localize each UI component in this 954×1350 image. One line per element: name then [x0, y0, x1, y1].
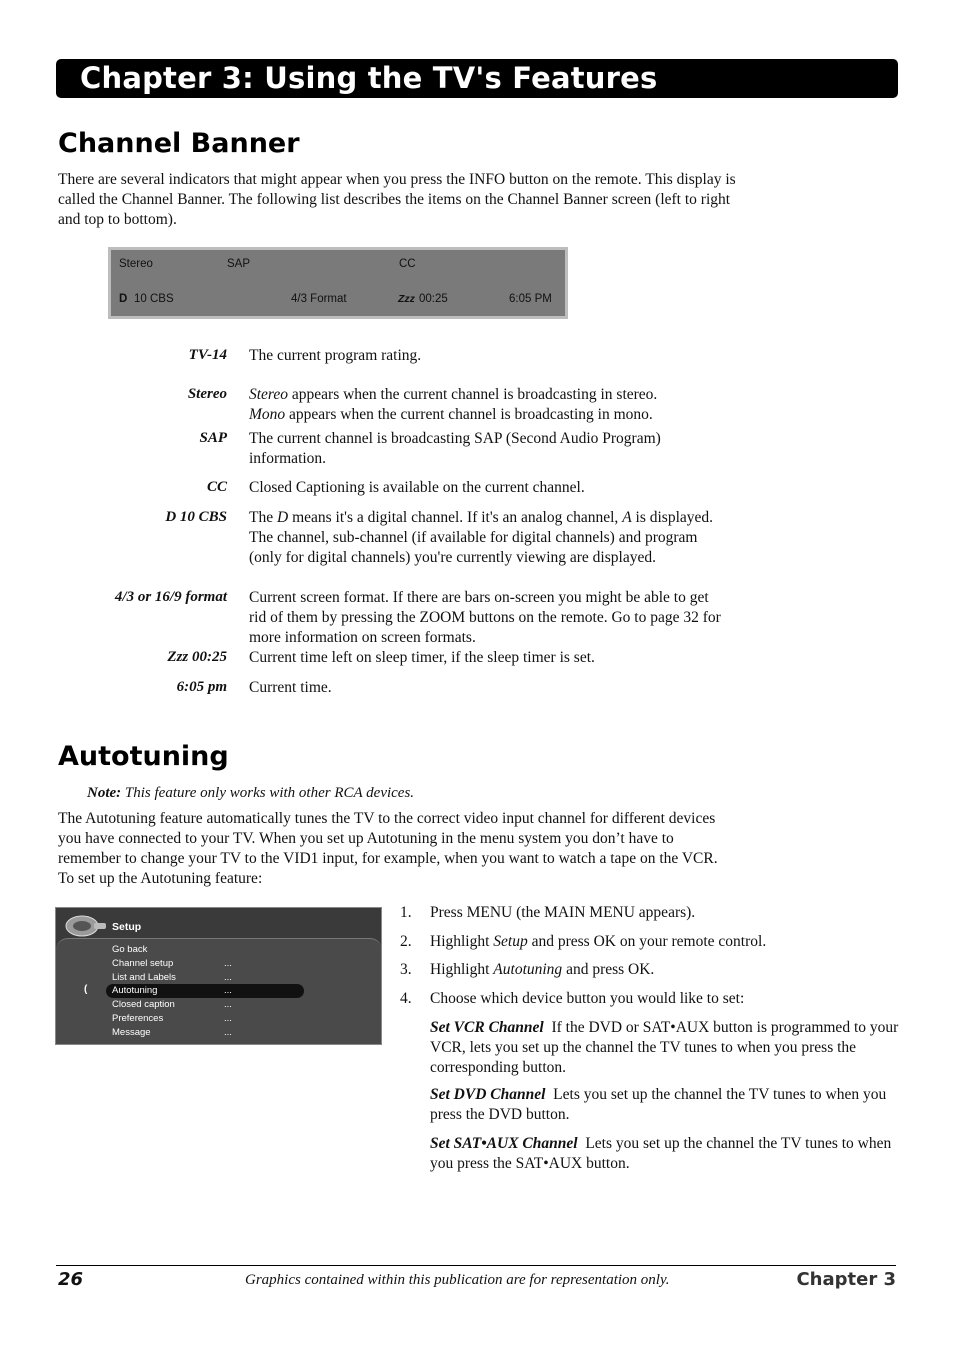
footer-divider [56, 1265, 896, 1266]
desc-time: Current time. [249, 679, 332, 696]
term-stereo: Stereo [187, 386, 227, 402]
menu-item-channel-setup[interactable]: Channel setup [112, 958, 174, 969]
term-sap: SAP [199, 430, 227, 446]
step-number: 4. [400, 989, 412, 1007]
step-emphasis: Setup [493, 932, 528, 950]
step-text: Highlight [430, 961, 494, 978]
desc-channel [249, 508, 719, 568]
autotuning-intro: The Autotuning feature automatically tunes the TV to the correct video input channel for different devices you have connected to your TV. When you set up Autotuning in the menu system you don’t have to remember to change your TV to the VID1 input, for example, when you want to watch a tape on the VCR. To set up the Autotuning feature: [58, 810, 718, 887]
option-label: Set DVD Channel [430, 1086, 546, 1103]
step-text: and press OK. [562, 961, 655, 978]
channel-banner-heading: Channel Banner [58, 128, 300, 159]
step-text: Choose which device button you would like to set: [430, 989, 745, 1007]
option-sat-aux [430, 1134, 900, 1174]
desc-channel-em2: A [622, 509, 632, 526]
desc-channel-a: The [249, 509, 277, 526]
desc-sap: The current channel is broadcasting SAP (Second Audio Program) information. [249, 430, 661, 467]
autotuning-note [87, 783, 767, 803]
option-label: Set VCR Channel [430, 1019, 544, 1036]
channel-banner-intro: There are several indicators that might appear when you press the INFO button on the remote. This display is called the Channel Banner. The following list describes the items on the Channel Banner screen (left to right and top to bottom). [58, 171, 736, 228]
desc-stereo-em: Stereo [249, 386, 289, 403]
option-vcr [430, 1018, 900, 1078]
step-text: and press OK on your remote control. [527, 932, 767, 950]
menu-dots: ... [224, 972, 232, 983]
step-item [400, 989, 900, 1009]
menu-item-go-back[interactable]: Go back [112, 944, 148, 955]
desc-cc: Closed Captioning is available on the current channel. [249, 479, 585, 496]
banner-sleep-icon: Zzz [398, 293, 415, 305]
term-sleep: Zzz 00:25 [167, 649, 227, 665]
term-format: 4/3 or 16/9 format [114, 589, 227, 605]
banner-cc: CC [399, 258, 416, 270]
banner-sleep-time: 00:25 [419, 293, 448, 305]
desc-rating: The current program rating. [249, 347, 422, 364]
step-number: 3. [400, 961, 412, 978]
menu-selection-marker: ( [84, 984, 88, 995]
option-dvd [430, 1085, 900, 1125]
banner-sap: SAP [227, 258, 251, 270]
banner-stereo: Stereo [119, 258, 153, 270]
step-text: Press MENU (the MAIN MENU appears). [430, 904, 696, 921]
desc-channel-em1: D [276, 509, 289, 526]
step-number: 1. [400, 904, 412, 921]
menu-dots: ... [224, 958, 232, 969]
page-number: 26 [58, 1269, 84, 1290]
channel-banner-screenshot [108, 247, 568, 319]
menu-item-autotuning[interactable]: Autotuning [112, 985, 158, 996]
option-text: Lets you set up the channel the TV tunes to when you press the SAT•AUX button. [430, 1135, 892, 1172]
step-number: 2. [400, 932, 412, 950]
menu-dots: ... [224, 985, 232, 996]
banner-digital-indicator: D [119, 293, 128, 305]
menu-dots: ... [224, 1013, 232, 1024]
banner-channel: 10 CBS [134, 293, 174, 305]
step-item [400, 903, 900, 923]
step-item [400, 932, 900, 952]
footer-note: Graphics contained within this publication are for representation only. [245, 1272, 670, 1288]
autotuning-steps [400, 903, 900, 1017]
autotuning-heading: Autotuning [58, 741, 229, 772]
menu-item-closed-caption[interactable]: Closed caption [112, 999, 175, 1010]
chapter-title-bar [56, 59, 898, 98]
desc-stereo-text: appears when the current channel is broadcasting in stereo. [288, 386, 658, 403]
option-text: Lets you set up the channel the TV tunes to when you press the DVD button. [430, 1086, 887, 1123]
note-text: This feature only works with other RCA devices. [121, 785, 415, 801]
step-item [400, 960, 900, 980]
note-label: Note: [87, 785, 122, 801]
banner-time: 6:05 PM [509, 293, 552, 305]
banner-format: 4/3 Format [291, 293, 347, 305]
menu-title: Setup [112, 921, 142, 933]
desc-channel-b: means it's a digital channel. If it's an analog channel, [288, 509, 623, 526]
satellite-dish-icon [64, 913, 108, 939]
desc-stereo [249, 385, 729, 425]
chapter-title: Chapter 3: Using the TV's Features [80, 61, 658, 95]
menu-item-preferences[interactable]: Preferences [112, 1013, 164, 1024]
option-text: If the DVD or SAT•AUX button is programmed to your VCR, lets you set up the channel the TV tunes to when you press the corresponding button. [430, 1019, 899, 1076]
term-channel: D 10 CBS [165, 509, 227, 525]
menu-item-list-labels[interactable]: List and Labels [112, 972, 176, 983]
step-emphasis: Autotuning [493, 961, 563, 978]
desc-format: Current screen format. If there are bars on-screen you might be able to get rid of them by pressing the ZOOM buttons on the remote. Go to page 32 for more information on screen formats. [249, 589, 721, 646]
step-text: Highlight [430, 932, 494, 950]
term-time: 6:05 pm [176, 679, 227, 695]
footer-chapter: Chapter 3 [796, 1269, 896, 1290]
menu-item-message[interactable]: Message [112, 1027, 151, 1038]
term-cc: CC [206, 479, 227, 495]
desc-mono-em: Mono [249, 406, 286, 423]
desc-sleep: Current time left on sleep timer, if the sleep timer is set. [249, 649, 595, 666]
menu-dots: ... [224, 999, 232, 1010]
desc-channel-c: is displayed. The channel, sub-channel (if available for digital channels) and program (only for digital channels) you're currently viewing are displayed. [249, 509, 714, 566]
menu-dots: ... [224, 1027, 232, 1038]
term-rating: TV-14 [188, 347, 227, 363]
desc-mono-text: appears when the current channel is broadcasting in mono. [285, 406, 653, 423]
setup-menu-screenshot [55, 907, 382, 1045]
option-label: Set SAT•AUX Channel [430, 1135, 578, 1152]
